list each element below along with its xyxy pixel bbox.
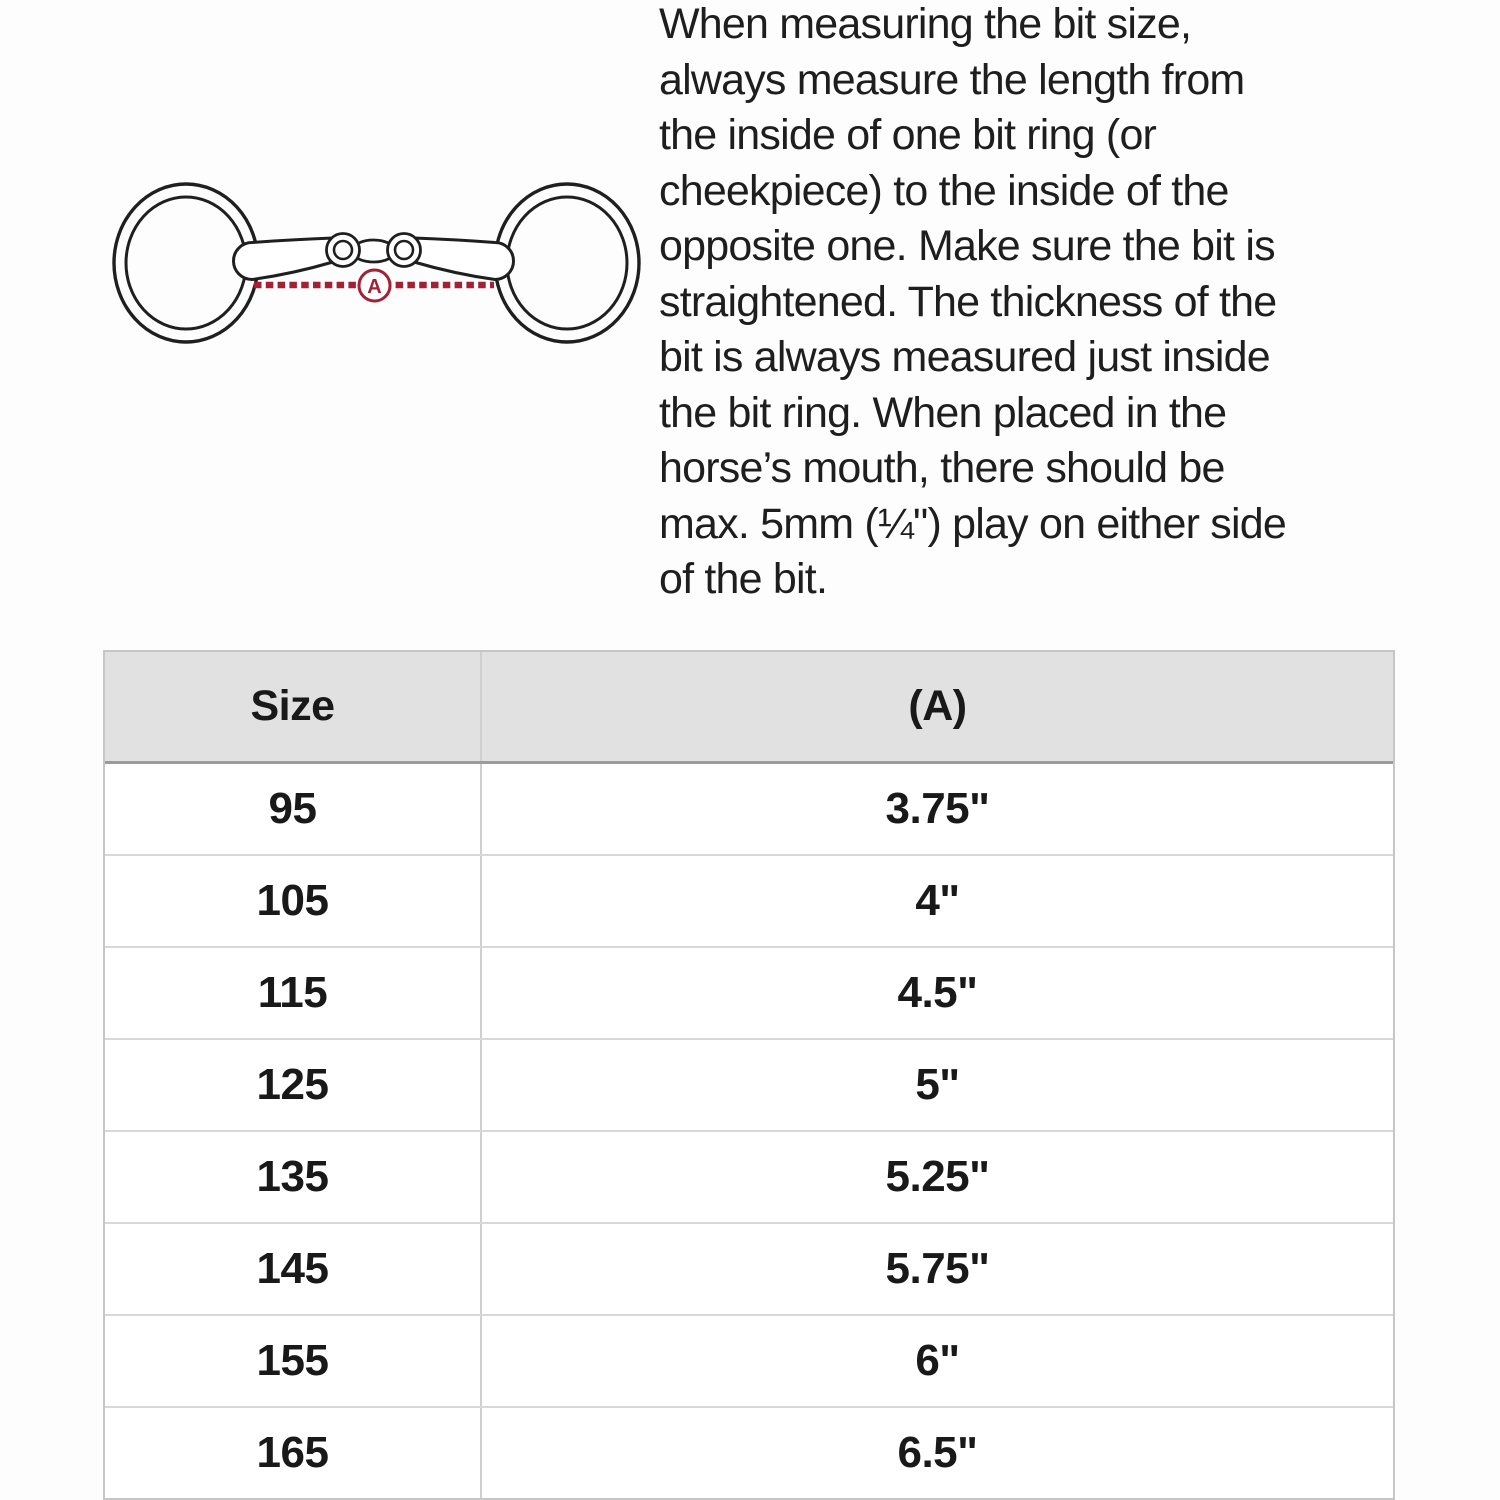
cell-size: 135 [105, 1132, 482, 1222]
table-row [105, 1408, 1393, 1498]
bit-diagram-svg [95, 158, 665, 373]
cell-a: 4" [915, 876, 960, 925]
instructions-paragraph [659, 0, 1439, 608]
instruction-line: cheekpiece) to the inside of the [659, 166, 1229, 215]
cell-a: 5" [915, 1060, 960, 1109]
cell-a: 6.5" [897, 1428, 978, 1477]
instruction-line: max. 5mm (¼") play on either side [659, 499, 1286, 548]
instruction-line: opposite one. Make sure the bit is [659, 222, 1275, 270]
table-row [105, 1132, 1393, 1224]
cell-size: 95 [105, 764, 482, 854]
left-bit-ring-inner [126, 197, 246, 329]
instruction-line: the bit ring. When placed in the [659, 388, 1227, 437]
cell-size: 155 [105, 1316, 482, 1406]
instruction-line: horse’s mouth, there should be [659, 444, 1225, 492]
right-joint-ring-inner [395, 241, 413, 259]
table-row [105, 856, 1393, 948]
header-cell-a: (A) [908, 682, 967, 730]
cell-a: 3.75" [885, 784, 990, 833]
instruction-line: the inside of one bit ring (or [659, 111, 1157, 159]
cell-size: 145 [105, 1224, 482, 1314]
instruction-line: always measure the length from [659, 55, 1245, 104]
cell-a: 6" [915, 1336, 960, 1385]
table-row [105, 1224, 1393, 1316]
table-row [105, 948, 1393, 1040]
cell-size: 165 [105, 1408, 482, 1498]
table-row [105, 1316, 1393, 1408]
cell-a: 5.75" [885, 1244, 990, 1293]
table-row [105, 764, 1393, 856]
table-row [105, 1040, 1393, 1132]
cell-a: 4.5" [897, 968, 978, 1017]
table-header-row [105, 652, 1393, 764]
size-table [103, 650, 1395, 1500]
cell-size: 105 [105, 856, 482, 946]
cell-size: 115 [105, 948, 482, 1038]
instruction-line: When measuring the bit size, [659, 0, 1192, 48]
right-bit-ring-outer [495, 184, 639, 342]
instruction-line: bit is always measured just inside [659, 333, 1270, 381]
measurement-label: A [367, 276, 382, 298]
instruction-line: straightened. The thickness of the [659, 277, 1277, 326]
instruction-line: of the bit. [659, 555, 828, 603]
cell-size: 125 [105, 1040, 482, 1130]
left-joint-ring-inner [334, 241, 352, 259]
right-bit-ring-inner [507, 197, 627, 329]
header-cell-size: Size [105, 652, 482, 761]
cell-a: 5.25" [885, 1152, 990, 1201]
bit-diagram [95, 158, 665, 373]
